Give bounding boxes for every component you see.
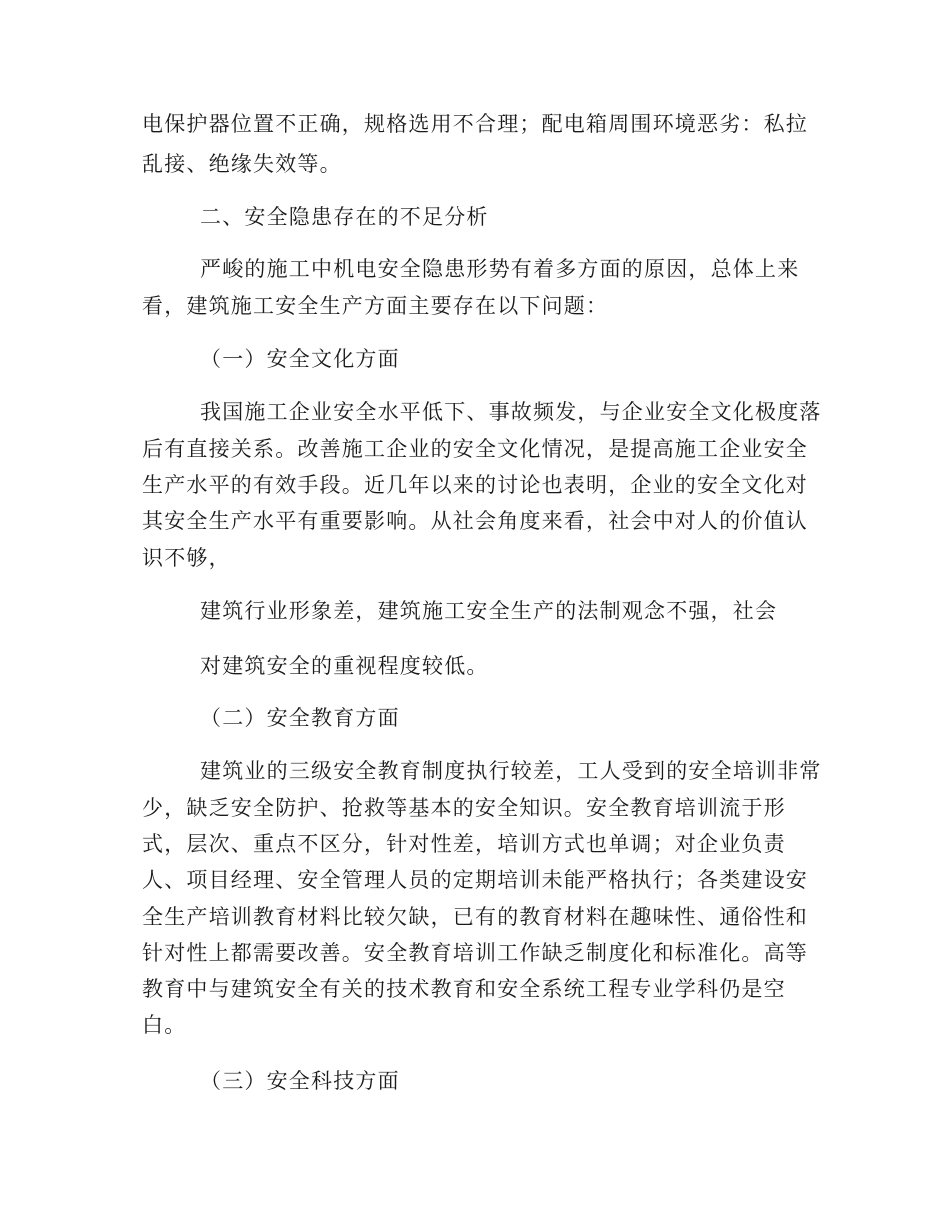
paragraph-line: 电保护器位置不正确，规格选用不合理；配电箱周围环境恶劣：私拉 [142, 112, 808, 136]
paragraph-line: 建筑行业形象差，建筑施工安全生产的法制观念不强，社会 [200, 599, 778, 623]
paragraph-line: 识不够， [142, 546, 231, 570]
paragraph-line: 我国施工企业安全水平低下、事故频发，与企业安全文化极度落 [200, 400, 822, 424]
paragraph-line: 人、项目经理、安全管理人员的定期培训未能严格执行；各类建设安 [142, 868, 808, 892]
subsection-heading: （一）安全文化方面 [200, 347, 400, 371]
paragraph-line: 少，缺乏安全防护、抢救等基本的安全知识。安全教育培训流于形 [142, 796, 786, 820]
paragraph-line: 生产水平的有效手段。近几年以来的讨论也表明，企业的安全文化对 [142, 473, 808, 497]
paragraph-line: 白。 [142, 1013, 187, 1037]
section-heading: 二、安全隐患存在的不足分析 [200, 205, 489, 229]
paragraph-line: 其安全生产水平有重要影响。从社会角度来看，社会中对人的价值认 [142, 509, 808, 533]
paragraph-line: 严峻的施工中机电安全隐患形势有着多方面的原因，总体上来 [200, 257, 800, 281]
paragraph-line: 后有直接关系。改善施工企业的安全文化情况，是提高施工企业安全 [142, 437, 808, 461]
subsection-heading: （二）安全教育方面 [200, 706, 400, 730]
paragraph-line: 全生产培训教育材料比较欠缺，已有的教育材料在趣味性、通俗性和 [142, 905, 808, 929]
paragraph-line: 看，建筑施工安全生产方面主要存在以下问题： [142, 294, 609, 318]
paragraph-line: 教育中与建筑安全有关的技术教育和安全系统工程专业学科仍是空 [142, 977, 786, 1001]
paragraph-line: 建筑业的三级安全教育制度执行较差，工人受到的安全培训非常 [200, 759, 822, 783]
paragraph-line: 式，层次、重点不区分，针对性差，培训方式也单调；对企业负责 [142, 832, 786, 856]
paragraph-line: 乱接、绝缘失效等。 [142, 152, 342, 176]
subsection-heading: （三）安全科技方面 [200, 1069, 400, 1093]
paragraph-line: 对建筑安全的重视程度较低。 [200, 654, 489, 678]
paragraph-line: 针对性上都需要改善。安全教育培训工作缺乏制度化和标准化。高等 [142, 941, 808, 965]
